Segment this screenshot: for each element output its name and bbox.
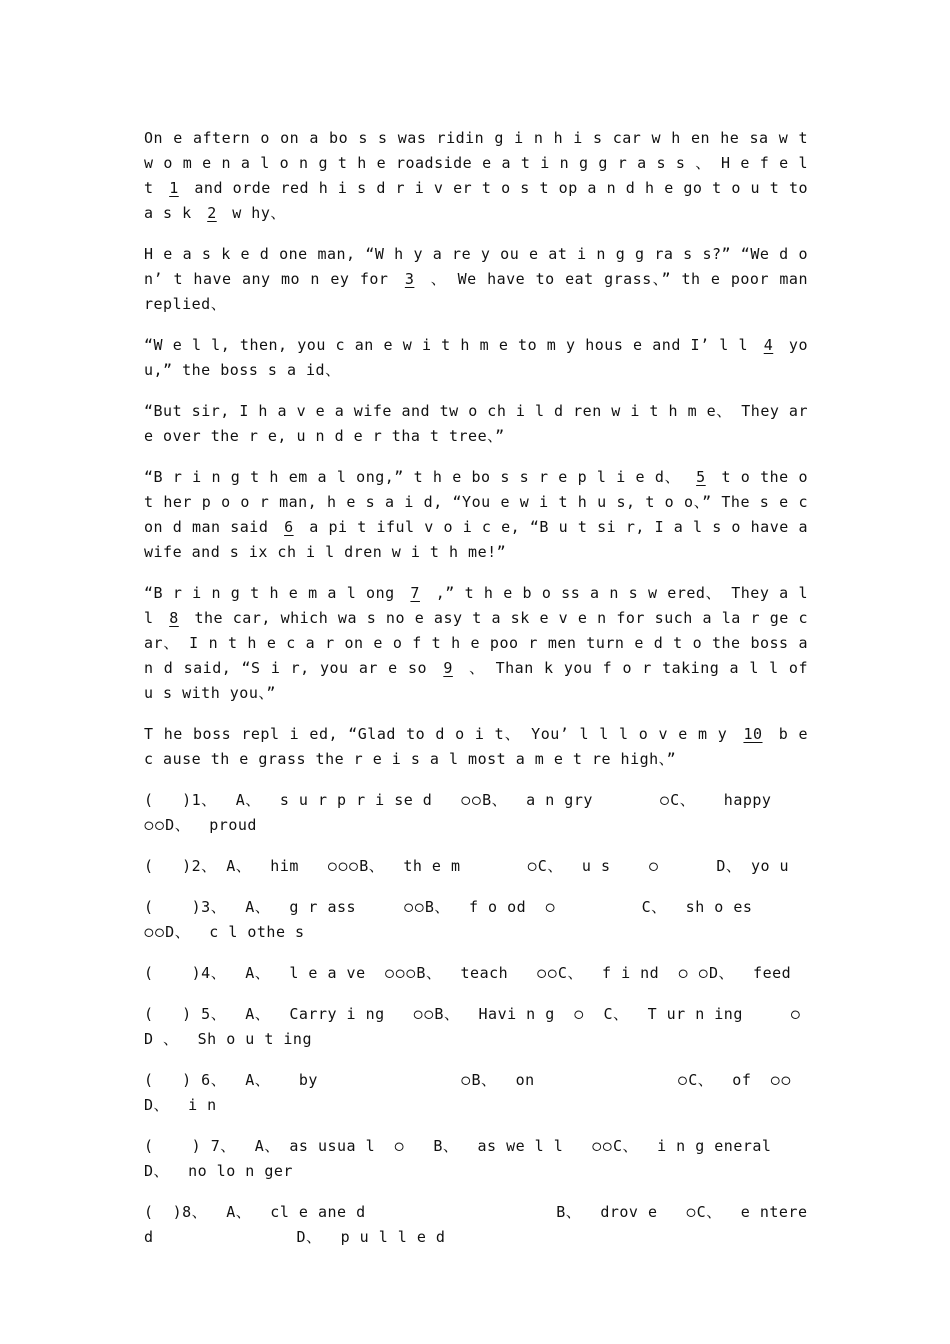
blank-number: 7 [410, 584, 420, 602]
question-text: ( )2、 A、 him ੦੦੦B、 th e m ੦C、 u s ੦ D、 yo u [144, 857, 790, 875]
passage-text: the car, which wa s no e asy t a sk e v e n for such a la r ge car、 I n t h e c a r on e o f t h e poo r men turn e d t o the boss a n d said, “S i r, you ar e so [144, 609, 809, 677]
question-text: ( ) 6、 A、 by ੦B、 on ੦C、 of ੦੦ D、 i n [144, 1071, 811, 1114]
question-list [144, 788, 848, 1250]
passage-text: 、 Than k you f o r taking a l l of u s with you、” [144, 659, 808, 702]
passage-text: “W e l l, then, you c an e w i t h m e to m y hous e and I’ l l [144, 336, 758, 354]
passage-text: “But sir, I h a v e a wife and tw o ch i l d ren w i t h m e、 They ar e over the r e, u n d e r tha t tree、” [144, 402, 808, 445]
question-item [144, 1134, 808, 1184]
question-item [144, 788, 848, 838]
passage-text: and orde red h i s d r i v er t o s t op a n d h e go t o u t to a s k [144, 179, 809, 222]
question-text: ( )1、 A、 s u r p r i se d ੦੦B、 a n gry ੦C、 happy ੦੦D、 proud [144, 791, 848, 834]
question-text: ( )3、 A、 g r ass ੦੦B、 f o od ੦ C、 sh o es ੦੦D、 c l othe s [144, 898, 801, 941]
blank-number: 9 [443, 659, 453, 677]
passage-text: T he boss repl i ed, “Glad to d o i t、 You’ l l l o v e m y [144, 725, 738, 743]
passage-paragraph [144, 126, 808, 226]
question-text: ( ) 7、 A、 as usua l ੦ B、 as we l l ੦੦C、 i n g eneral D、 no lo n ger [144, 1137, 810, 1180]
blank-number: 8 [169, 609, 179, 627]
passage-paragraph [144, 581, 808, 706]
blank-number: 5 [696, 468, 706, 486]
cloze-passage [144, 126, 808, 772]
passage-text: you,” the boss s a id、 [144, 336, 808, 379]
passage-text: t o the o t her p o o r man, h e s a i d, “You e w i t h u s, t o o、” The s e con d man said [144, 468, 808, 536]
passage-text: “B r i n g t h e m a l ong [144, 584, 405, 602]
blank-number: 3 [404, 270, 415, 288]
blank-number: 10 [743, 725, 763, 743]
passage-text: 、 We have to eat grass、” th e poor man replied、 [144, 270, 808, 313]
passage-text: On e aftern o on a bo s s was ridin g i n h i s car w h en he sa w t w o m e n a l o n g t h e roadside e a t i n g g r a s s 、 H e f e l t [144, 129, 808, 197]
passage-text: w hy、 [222, 204, 286, 222]
question-item [144, 961, 808, 986]
passage-paragraph [144, 722, 808, 772]
passage-text: a pi t iful v o i c e, “B u t si r, I a l s o have a wife and s ix ch i l dren w i t h me!” [144, 518, 808, 561]
question-text: ( )8、 A、 cl e ane d B、 drov e ੦C、 e ntered D、 p u l l e d [144, 1203, 808, 1246]
question-item [144, 854, 808, 879]
blank-number: 2 [207, 204, 217, 222]
question-item [144, 1200, 808, 1250]
blank-number: 6 [284, 518, 294, 536]
passage-text: ,” t h e b o ss a n s w ered、 They a l l [144, 584, 808, 627]
passage-paragraph [144, 242, 808, 317]
passage-text: b e c ause th e grass the r e i s a l most a m e t re high、” [144, 725, 808, 768]
question-text: ( ) 5、 A、 Carry i ng ੦੦B、 Havi n g ੦ C、 T ur n ing ੦D 、 Sh o u t ing [144, 1005, 802, 1048]
passage-text: “B r i n g t h em a l ong,” t h e bo s s r e p l i e d、 [144, 468, 691, 486]
question-item [144, 1068, 811, 1118]
document-page [144, 126, 848, 1266]
passage-text: H e a s k e d one man, “W h y a re y ou e at i n g g ra s s?” “We d o n’ t have any mo n ey for [144, 245, 808, 288]
blank-number: 4 [763, 336, 774, 354]
passage-paragraph [144, 399, 808, 449]
blank-number: 1 [169, 179, 179, 197]
question-text: ( )4、 A、 l e a ve ੦੦੦B、 teach ੦੦C、 f i nd ੦ ੦D、 feed [144, 964, 792, 982]
question-item [144, 895, 808, 945]
passage-paragraph [144, 465, 808, 565]
question-item [144, 1002, 808, 1052]
passage-paragraph [144, 333, 808, 383]
